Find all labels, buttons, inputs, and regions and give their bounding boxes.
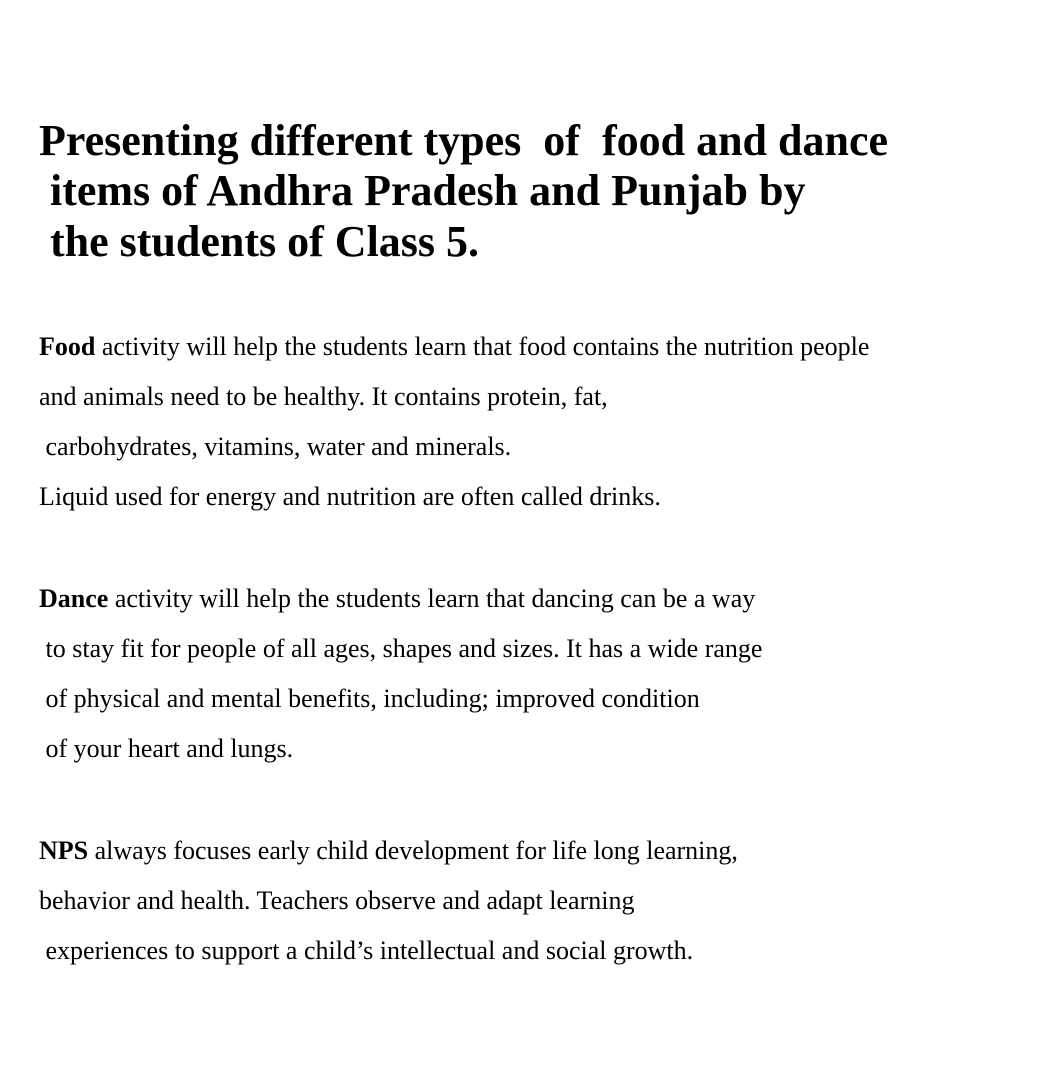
nps-lead: NPS — [39, 836, 89, 865]
food-line-3: carbohydrates, vitamins, water and minerals. — [39, 432, 512, 461]
food-line-1-text: activity will help the students learn that food contains the nutrition people — [95, 332, 870, 361]
nps-line-1-text: always focuses early child development for life long learning, — [88, 836, 738, 865]
dance-lead: Dance — [39, 584, 109, 613]
food-line-2: and animals need to be healthy. It contains protein, fat, — [39, 382, 608, 411]
dance-line-2: to stay fit for people of all ages, shapes and sizes. It has a wide range — [39, 634, 763, 663]
title-line-1: Presenting different types of food and dance — [39, 116, 889, 165]
dance-line-1-text: activity will help the students learn that dancing can be a way — [108, 584, 756, 613]
nps-line-2: behavior and health. Teachers observe and adapt learning — [39, 886, 635, 915]
food-line-4: Liquid used for energy and nutrition are often called drinks. — [39, 482, 661, 511]
nps-line-1 — [39, 836, 738, 866]
title-line-2: items of Andhra Pradesh and Punjab by — [39, 166, 806, 215]
food-lead: Food — [39, 332, 96, 361]
nps-line-3: experiences to support a child’s intellectual and social growth. — [39, 936, 694, 965]
dance-line-4: of your heart and lungs. — [39, 734, 294, 763]
food-line-1 — [39, 332, 869, 362]
title-line-3: the students of Class 5. — [39, 217, 480, 266]
dance-line-3: of physical and mental benefits, including; improved condition — [39, 684, 700, 713]
dance-line-1 — [39, 584, 755, 614]
